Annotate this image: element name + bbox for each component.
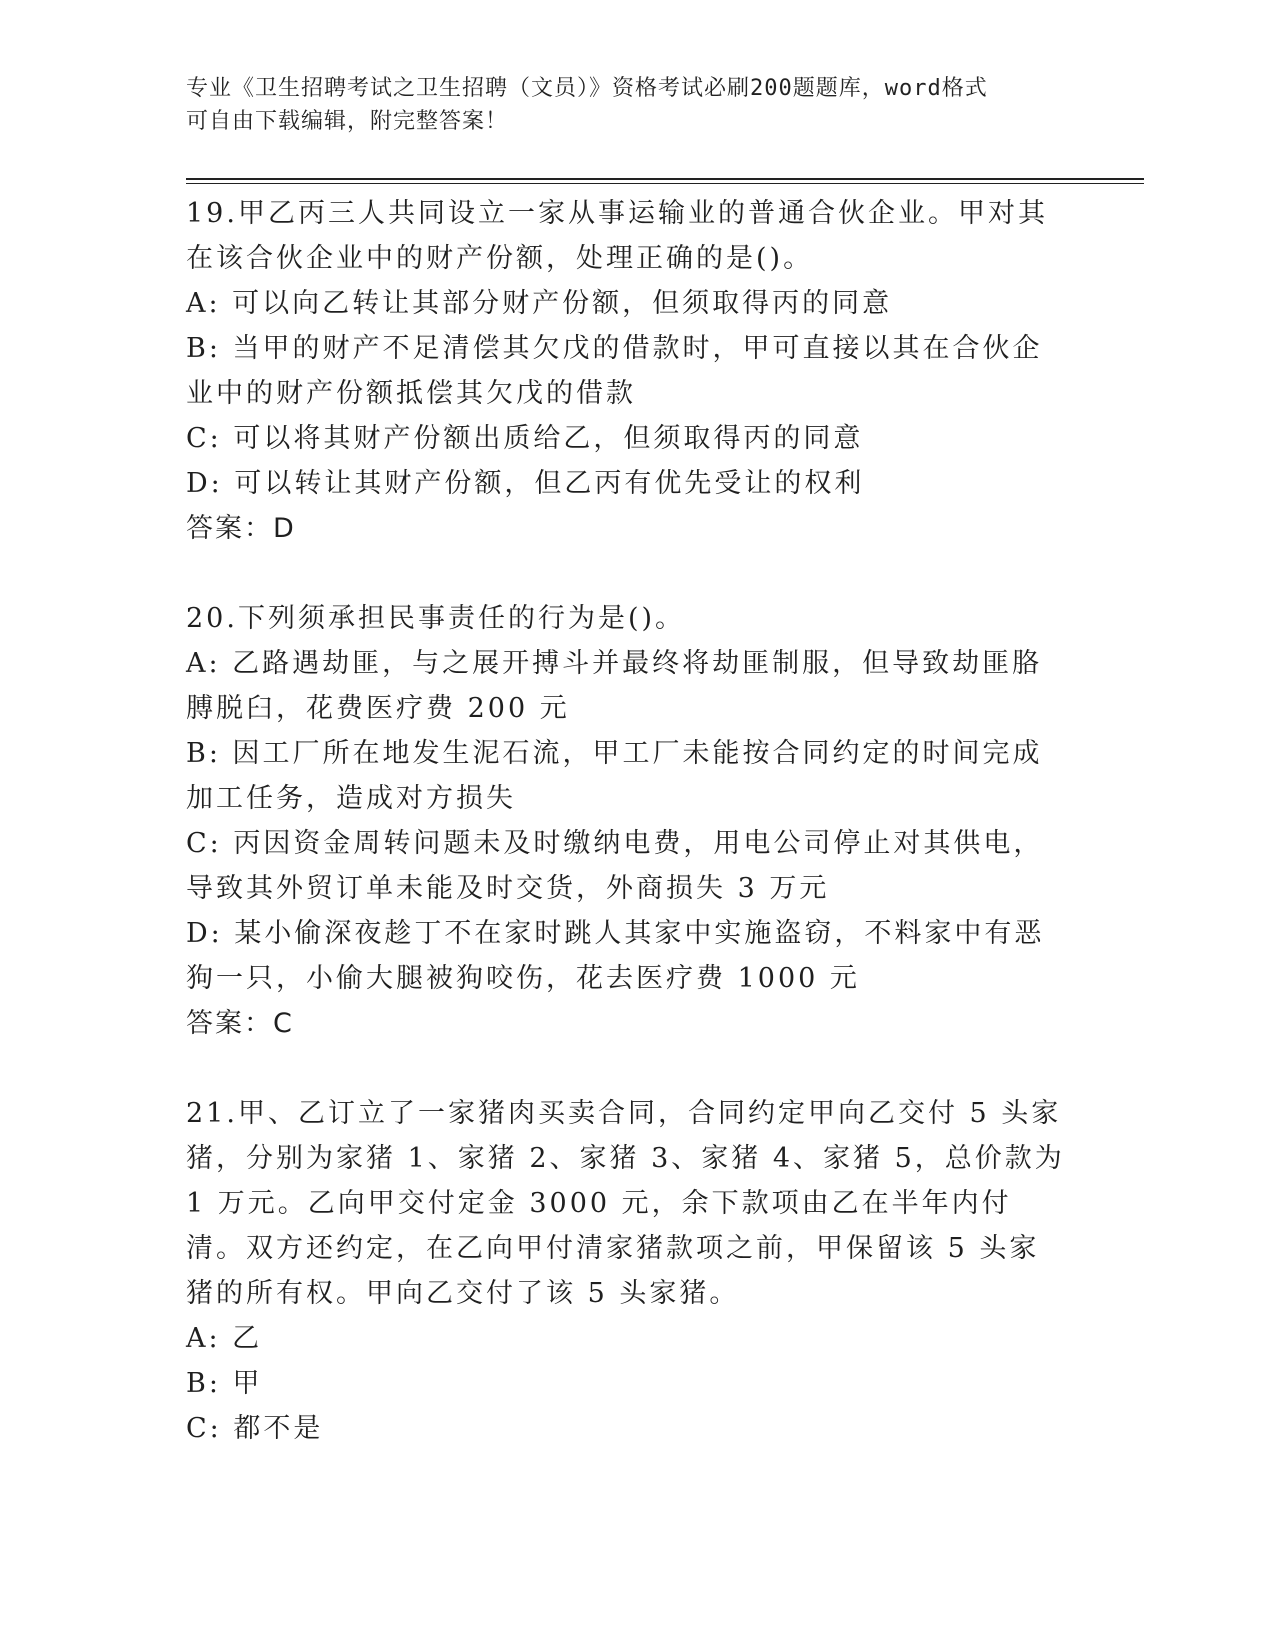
document-header bbox=[186, 72, 1086, 138]
question-list bbox=[186, 191, 1066, 1451]
question-stem: 21.甲、乙订立了一家猪肉买卖合同，合同约定甲向乙交付 5 头家猪，分别为家猪 1、家猪 2、家猪 3、家猪 4、家猪 5，总价款为 1 万元。乙向甲交付定金 3000 元，余下款项由乙在半年内付清。双方还约定，在乙向甲付清家猪款项之前，甲保留该 5 头家猪的所有权。甲向乙交付了该 5 头家猪。 bbox=[186, 1098, 1065, 1309]
option-a: A: 可以向乙转让其部分财产份额，但须取得丙的同意 bbox=[186, 288, 893, 319]
option-d: D: 可以转让其财产份额，但乙丙有优先受让的权利 bbox=[186, 468, 865, 499]
option-b: B: 当甲的财产不足清偿其欠戊的借款时，甲可直接以其在合伙企业中的财产份额抵偿其欠戊的借款 bbox=[186, 333, 1043, 409]
option-d: D: 某小偷深夜趁丁不在家时跳人其家中实施盗窃，不料家中有恶狗一只，小偷大腿被狗咬伤，花去医疗费 1000 元 bbox=[186, 918, 1045, 994]
header-divider-thick bbox=[186, 178, 1144, 180]
option-a: A: 乙 bbox=[186, 1323, 263, 1354]
question-20 bbox=[186, 596, 1066, 1046]
option-b: B: 甲 bbox=[186, 1368, 263, 1399]
question-19 bbox=[186, 191, 1066, 551]
option-c: C: 都不是 bbox=[186, 1413, 324, 1444]
question-stem: 20.下列须承担民事责任的行为是()。 bbox=[186, 603, 686, 634]
answer: 答案：C bbox=[186, 1008, 294, 1039]
header-line-2: 可自由下载编辑，附完整答案！ bbox=[186, 109, 509, 134]
option-a: A: 乙路遇劫匪，与之展开搏斗并最终将劫匪制服，但导致劫匪胳膊脱臼，花费医疗费 200 元 bbox=[186, 648, 1043, 724]
question-21 bbox=[186, 1091, 1066, 1451]
header-divider-thin bbox=[186, 183, 1144, 184]
answer: 答案：D bbox=[186, 513, 296, 544]
question-stem: 19.甲乙丙三人共同设立一家从事运输业的普通合伙企业。甲对其在该合伙企业中的财产份额，处理正确的是()。 bbox=[186, 198, 1048, 274]
option-c: C: 可以将其财产份额出质给乙，但须取得丙的同意 bbox=[186, 423, 864, 454]
option-c: C: 丙因资金周转问题未及时缴纳电费，用电公司停止对其供电，导致其外贸订单未能及时交货，外商损失 3 万元 bbox=[186, 828, 1044, 904]
option-b: B: 因工厂所在地发生泥石流，甲工厂未能按合同约定的时间完成加工任务，造成对方损失 bbox=[186, 738, 1043, 814]
header-line-1: 专业《卫生招聘考试之卫生招聘（文员）》资格考试必刷200题题库，word格式 bbox=[186, 76, 988, 101]
